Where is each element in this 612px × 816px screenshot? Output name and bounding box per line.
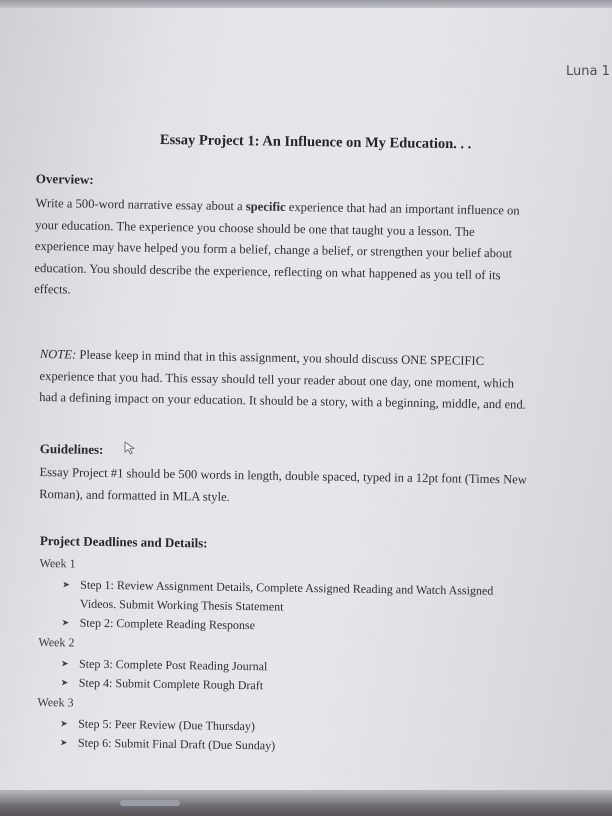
note-paragraph xyxy=(39,344,608,418)
deadlines-section xyxy=(37,533,580,760)
overview-emphasis: specific xyxy=(245,199,286,214)
week-3-label: Week 3 xyxy=(37,694,74,710)
arrowhead-bullet-icon: ➤ xyxy=(60,658,69,669)
guidelines-paragraph: Essay Project #1 should be 500 words in length, double spaced, typed in a 12pt font (Times New Roman), and formatted in MLA style. xyxy=(39,464,528,504)
deadlines-heading: Project Deadlines and Details: xyxy=(39,533,208,551)
overview-text-start: Write a 500-word narrative essay about a xyxy=(35,195,246,214)
step-text: Step 5: Peer Review (Due Thursday) xyxy=(78,716,256,734)
guidelines-heading: Guidelines: xyxy=(39,441,104,457)
step-text: Step 2: Complete Reading Response xyxy=(79,615,256,633)
mouse-pointer-icon xyxy=(124,441,136,455)
overview-heading: Overview: xyxy=(35,171,94,187)
week-3-steps xyxy=(37,714,578,760)
week-1-steps xyxy=(39,575,580,640)
arrowhead-bullet-icon: ➤ xyxy=(60,677,69,688)
week-2-steps xyxy=(38,654,579,700)
step-text: Step 6: Submit Final Draft (Due Sunday) xyxy=(77,735,276,753)
arrowhead-bullet-icon: ➤ xyxy=(59,737,68,748)
bezel-logo-mark xyxy=(120,800,180,806)
note-label: NOTE: xyxy=(39,346,77,362)
note-text: Please keep in mind that in this assignment, you should discuss ONE SPECIFIC experience that you had. This essay should tell your reader about one day, one moment, which had a defining impact on your education. It should be a story, with a beginning, middle, and end. xyxy=(39,347,526,412)
page-header-name: Luna 1 xyxy=(566,64,610,79)
overview-paragraph xyxy=(34,193,608,310)
document-title: Essay Project 1: An Influence on My Education. . . xyxy=(159,132,472,153)
overview-section xyxy=(34,171,608,310)
week-2-label: Week 2 xyxy=(38,634,75,650)
overview-text-end: experience that had an important influence on your education. The experience you choose should be one that taught you a lesson. The experience may have helped you form a belief, change a belief, or strengthen your belief about education. You should describe the experience, reflecting on what happened as you tell of its effects. xyxy=(34,199,520,297)
step-text: Step 4: Submit Complete Rough Draft xyxy=(78,675,264,693)
arrowhead-bullet-icon: ➤ xyxy=(62,579,70,590)
note-section xyxy=(39,344,608,418)
arrowhead-bullet-icon: ➤ xyxy=(60,718,68,729)
step-text: Step 1: Review Assignment Details, Complete Assigned Reading and Watch Assigned Videos. Submit Working Thesis Statement xyxy=(79,577,494,614)
step-text: Step 3: Complete Post Reading Journal xyxy=(78,656,268,674)
arrowhead-bullet-icon: ➤ xyxy=(61,617,70,628)
week-1-label: Week 1 xyxy=(39,555,76,571)
monitor-bezel xyxy=(0,790,612,816)
